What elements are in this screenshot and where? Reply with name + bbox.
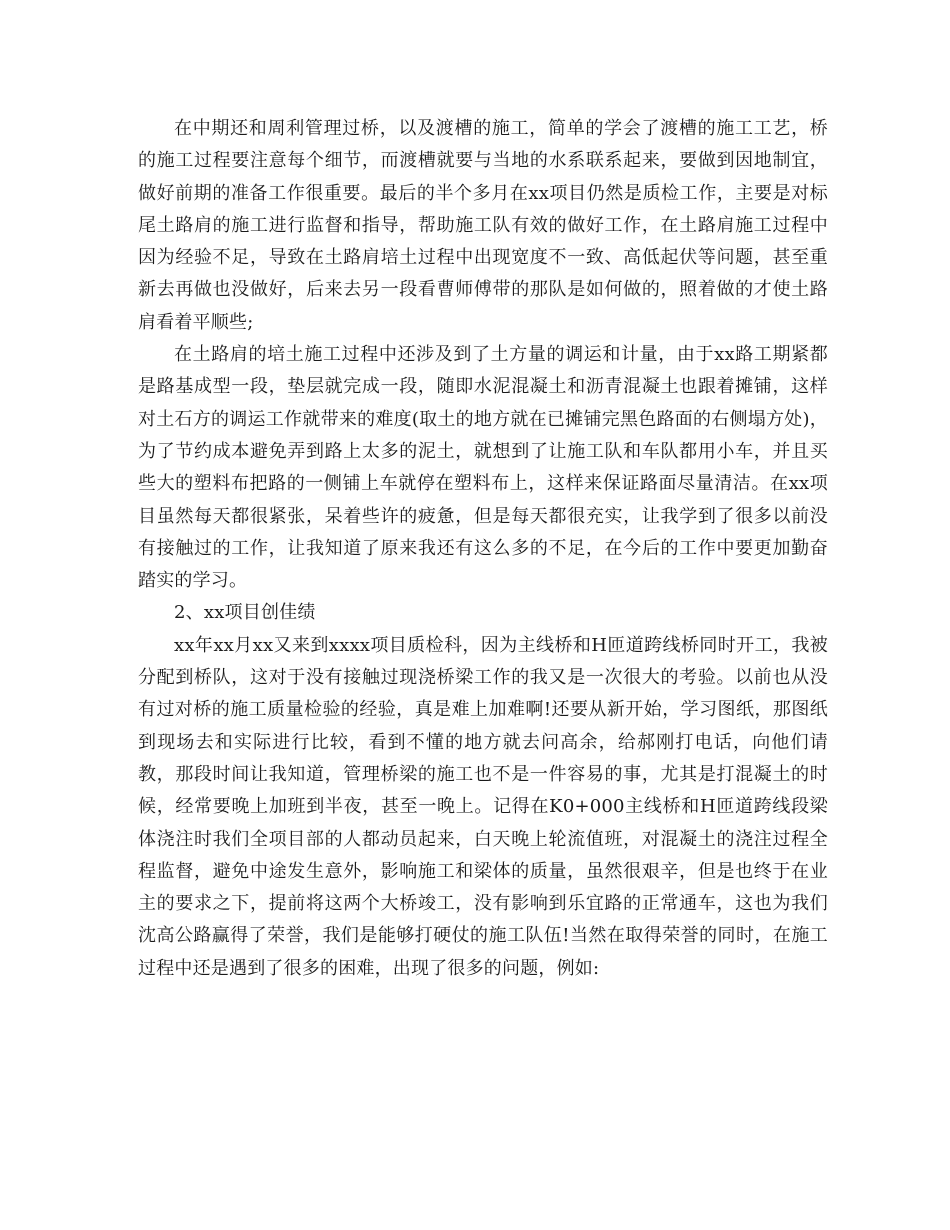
section-heading: 2、xx项目创佳绩	[174, 602, 316, 624]
paragraph-2: 在土路肩的培土施工过程中还涉及到了土方量的调运和计量，由于xx路工期紧都是路基成型一段，垫层就完成一段，随即水泥混凝土和沥青混凝土也跟着摊铺，这样对土石方的调运工作就带来的难度(取土的地方就在已摊铺完黑色路面的右侧塌方处)，为了节约成本避免弄到路上太多的泥土，就想到了让施工队和车队都用小车，并且买些大的塑料布把路的一侧铺上车就停在塑料布上，这样来保证路面尽量清洁。在xx项目虽然每天都很紧张，呆着些许的疲惫，但是每天都很充实，让我学到了很多以前没有接触过的工作，让我知道了原来我还有这么多的不足，在今后的工作中要更加勤奋踏实的学习。	[138, 344, 828, 592]
document-body	[138, 113, 828, 985]
paragraph-3: xx年xx月xx又来到xxxx项目质检科，因为主线桥和H匝道跨线桥同时开工，我被分配到桥队，这对于没有接触过现浇桥梁工作的我又是一次很大的考验。以前也从没有过对桥的施工质量检验的经验，真是难上加难啊!还要从新开始，学习图纸，那图纸到现场去和实际进行比较，看到不懂的地方就去问高余，给郝刚打电话，向他们请教，那段时间让我知道，管理桥梁的施工也不是一件容易的事，尤其是打混凝土的时候，经常要晚上加班到半夜，甚至一晚上。记得在K0+000主线桥和H匝道跨线段梁体浇注时我们全项目部的人都动员起来，白天晚上轮流值班，对混凝土的浇注过程全程监督，避免中途发生意外，影响施工和梁体的质量，虽然很艰辛，但是也终于在业主的要求之下，提前将这两个大桥竣工，没有影响到乐宜路的正常通车，这也为我们沈高公路赢得了荣誉，我们是能够打硬仗的施工队伍!当然在取得荣誉的同时，在施工过程中还是遇到了很多的困难，出现了很多的问题，例如:	[138, 634, 828, 979]
paragraph-1: 在中期还和周利管理过桥，以及渡槽的施工，简单的学会了渡槽的施工工艺，桥的施工过程要注意每个细节，而渡槽就要与当地的水系联系起来，要做到因地制宜，做好前期的准备工作很重要。最后的半个多月在xx项目仍然是质检工作，主要是对标尾土路肩的施工进行监督和指导，帮助施工队有效的做好工作，在土路肩施工过程中因为经验不足，导致在土路肩培土过程中出现宽度不一致、高低起伏等问题，甚至重新去再做也没做好，后来去另一段看曹师傅带的那队是如何做的，照着做的才使土路肩看着平顺些;	[138, 118, 828, 333]
